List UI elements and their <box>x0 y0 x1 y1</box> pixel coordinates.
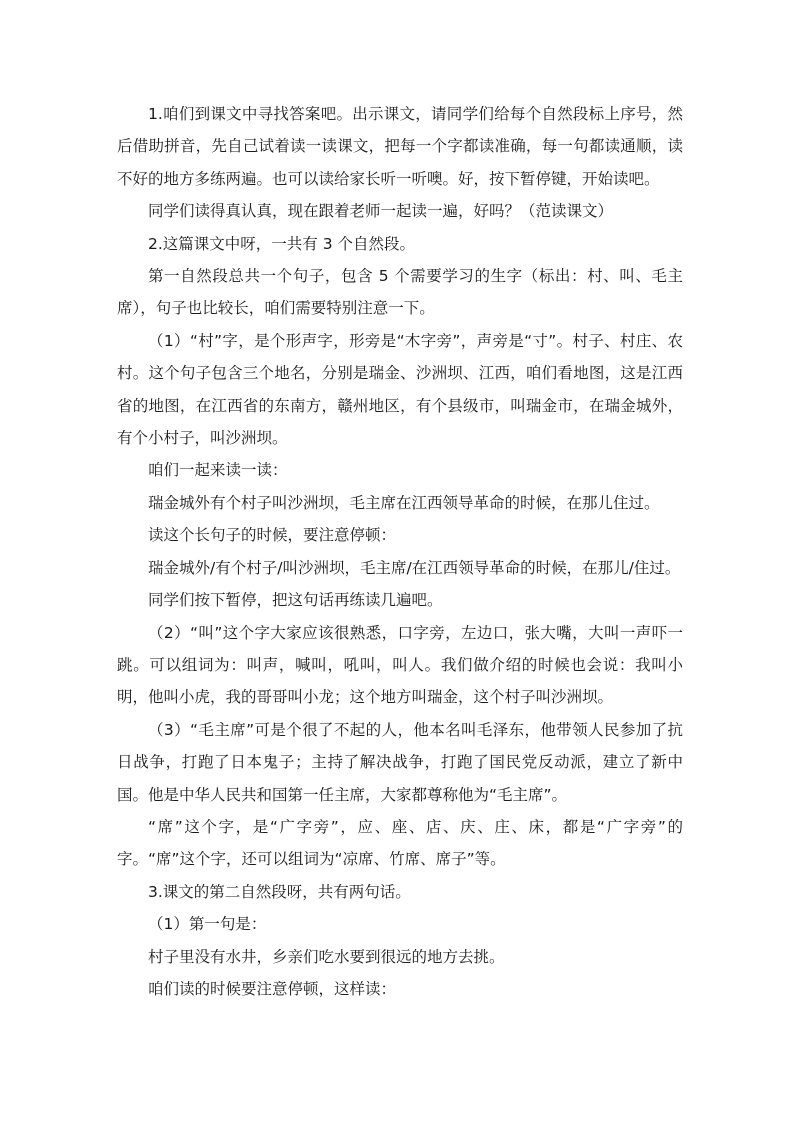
paragraph-13: “席”这个字，是“广字旁”，应、座、店、庆、庄、床，都是“广字旁”的字。“席”这个字，还可以组词为“凉席、竹席、席子”等。 <box>117 817 683 869</box>
paragraph-3: 2.这篇课文中呀，一共有 3 个自然段。 <box>148 234 416 253</box>
paragraph-4: 第一自然段总共一个句子，包含 5 个需要学习的生字（标出：村、叫、毛主席），句子也比较长，咱们需要特别注意一下。 <box>117 267 683 318</box>
paragraph-2: 同学们读得真认真，现在跟着老师一起读一遍，好吗？（范读课文） <box>148 202 614 221</box>
paragraph-11: （2）“叫”这个字大家应该很熟悉，口字旁，左边口，张大嘴，大叫一声吓一跳。可以组词为：叫声，喊叫，吼叫，叫人。我们做介绍的时候也会说：我叫小明，他叫小虎，我的哥哥叫小龙；这个地方叫瑞金，这个村子叫沙洲坝。 <box>117 623 683 707</box>
paragraph-5: （1）“村”字，是个形声字，形旁是“木字旁”，声旁是“寸”。村子、村庄、农村。这个句子包含三个地名，分别是瑞金、沙洲坝、江西，咱们看地图，这是江西省的地图，在江西省的东南方，赣州地区，有个县级市，叫瑞金市，在瑞金城外，有个小村子，叫沙洲坝。 <box>117 331 683 448</box>
paragraph-8: 读这个长句子的时候，要注意停顿： <box>148 526 397 545</box>
paragraph-10: 同学们按下暂停，把这句话再练读几遍吧。 <box>148 591 443 610</box>
paragraph-6: 咱们一起来读一读： <box>148 461 288 480</box>
paragraph-15: （1）第一句是： <box>148 915 267 934</box>
paragraph-7: 瑞金城外有个村子叫沙洲坝，毛主席在江西领导革命的时候，在那儿住过。 <box>148 493 660 512</box>
paragraph-16: 村子里没有水井，乡亲们吃水要到很远的地方去挑。 <box>148 947 505 966</box>
paragraph-9: 瑞金城外/有个村子/叫沙洲坝，毛主席/在江西领导革命的时候，在那儿/住过。 <box>148 558 681 577</box>
paragraph-1: 1.咱们到课文中寻找答案吧。出示课文，请同学们给每个自然段标上序号，然后借助拼音，先自己试着读一读课文，把每一个字都读准确，每一句都读通顺，读不好的地方多练两遍。也可以读给家长听一听噢。好，按下暂停键，开始读吧。 <box>117 105 683 188</box>
paragraph-12: （3）“毛主席”可是个很了不起的人，他本名叫毛泽东，他带领人民参加了抗日战争，打跑了日本鬼子；主持了解决战争，打跑了国民党反动派，建立了新中国。他是中华人民共和国第一任主席，大家都尊称他为“毛主席”。 <box>117 720 683 804</box>
paragraph-14: 3.课文的第二自然段呀，共有两句话。 <box>148 882 411 901</box>
paragraph-17: 咱们读的时候要注意停顿，这样读： <box>148 979 397 998</box>
document-body <box>117 98 683 1005</box>
